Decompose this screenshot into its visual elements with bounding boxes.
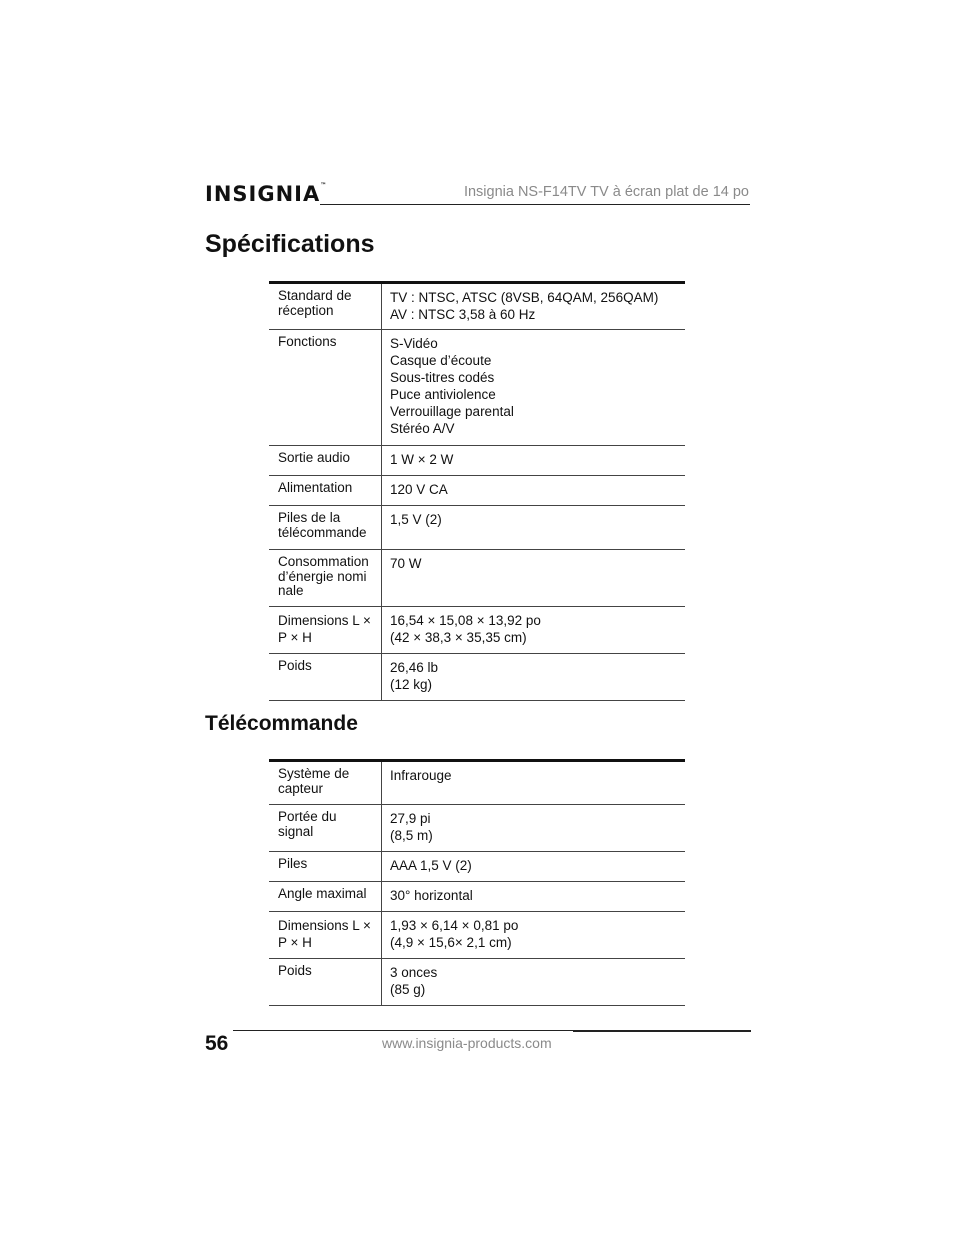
spec-value-line: 30° horizontal: [390, 888, 473, 903]
spec-label: [269, 607, 382, 654]
spec-label: Angle maximal: [269, 882, 382, 912]
table-row: [269, 959, 685, 1006]
spec-value: [382, 805, 686, 852]
spec-label: Portée du signal: [269, 805, 382, 852]
spec-value: [382, 852, 686, 882]
spec-value-line: 1,93 × 6,14 × 0,81 po: [390, 918, 519, 933]
spec-value-line: Sous-titres codés: [390, 370, 495, 385]
table-row: [269, 761, 685, 805]
remote-title: Télécommande: [205, 712, 358, 735]
table-row: [269, 912, 685, 959]
spec-label-text: Dimensions L × P × H: [278, 918, 371, 950]
spec-value: [382, 912, 686, 959]
spec-value: [382, 607, 686, 654]
remote-table: [269, 759, 685, 1006]
spec-label-text: Consommation d’énergie nominale: [278, 554, 369, 598]
page-number: 56: [205, 1032, 229, 1055]
spec-value-line: Verrouillage parental: [390, 404, 514, 419]
header-title: Insignia NS-F14TV TV à écran plat de 14 po: [463, 184, 749, 200]
spec-value: [382, 330, 686, 446]
spec-value: [382, 959, 686, 1006]
table-row: [269, 852, 685, 882]
spec-value-line: Puce antiviolence: [390, 387, 496, 402]
specs-table: [269, 281, 685, 701]
spec-value: [382, 506, 686, 550]
table-row: [269, 550, 685, 607]
spec-value-line: 16,54 × 15,08 × 13,92 po: [390, 613, 541, 628]
spec-value: [382, 446, 686, 476]
spec-value-line: 1 W × 2 W: [390, 452, 454, 467]
spec-value-line: 120 V CA: [390, 482, 448, 497]
table-row: [269, 607, 685, 654]
footer-rule-thick: [573, 1030, 751, 1032]
spec-label: Standard de réception: [269, 283, 382, 330]
table-row: [269, 283, 685, 330]
spec-value-line: Casque d’écoute: [390, 353, 492, 368]
spec-label: Piles: [269, 852, 382, 882]
header-rule: [320, 204, 750, 205]
table-row: [269, 506, 685, 550]
spec-label: Poids: [269, 654, 382, 701]
spec-value-line: AAA 1,5 V (2): [390, 858, 472, 873]
table-row: [269, 805, 685, 852]
brand-logo-text: INSIGNIA: [205, 182, 321, 206]
spec-value: [382, 283, 686, 330]
spec-value-line: (85 g): [390, 982, 426, 997]
spec-label: Alimentation: [269, 476, 382, 506]
spec-label: Poids: [269, 959, 382, 1006]
spec-label: Sortie audio: [269, 446, 382, 476]
spec-value: [382, 654, 686, 701]
spec-value-line: 1,5 V (2): [390, 512, 442, 527]
spec-label: Système de capteur: [269, 761, 382, 805]
table-row: [269, 330, 685, 446]
spec-value-line: S-Vidéo: [390, 336, 438, 351]
spec-value-line: 27,9 pi: [390, 811, 431, 826]
spec-label: [269, 912, 382, 959]
spec-value-line: TV : NTSC, ATSC (8VSB, 64QAM, 256QAM): [390, 290, 659, 305]
spec-value-line: Infrarouge: [390, 768, 452, 783]
spec-value-line: 26,46 lb: [390, 660, 439, 675]
footer-rule: [233, 1030, 573, 1031]
spec-value-line: AV : NTSC 3,58 à 60 Hz: [390, 307, 536, 322]
trademark-mark: ™: [320, 182, 327, 189]
table-row: [269, 446, 685, 476]
table-row: [269, 476, 685, 506]
spec-value-line: 3 onces: [390, 965, 438, 980]
spec-value-line: Stéréo A/V: [390, 421, 455, 436]
spec-label: Fonctions: [269, 330, 382, 446]
spec-value-line: (12 kg): [390, 677, 433, 692]
spec-value: [382, 550, 686, 607]
brand-logo: [205, 182, 326, 206]
spec-value: [382, 882, 686, 912]
table-row: [269, 882, 685, 912]
spec-value-line: (4,9 × 15,6× 2,1 cm): [390, 935, 512, 950]
footer-url: www.insignia-products.com: [382, 1035, 552, 1051]
spec-label-text: Dimensions L × P × H: [278, 613, 371, 645]
spec-value-line: 70 W: [390, 556, 422, 571]
specs-title: Spécifications: [205, 230, 375, 258]
spec-value: [382, 761, 686, 805]
spec-label: Piles de la télécommande: [269, 506, 382, 550]
table-row: [269, 654, 685, 701]
spec-label: [269, 550, 382, 607]
spec-value-line: (8,5 m): [390, 828, 433, 843]
spec-value: [382, 476, 686, 506]
spec-value-line: (42 × 38,3 × 35,35 cm): [390, 630, 527, 645]
